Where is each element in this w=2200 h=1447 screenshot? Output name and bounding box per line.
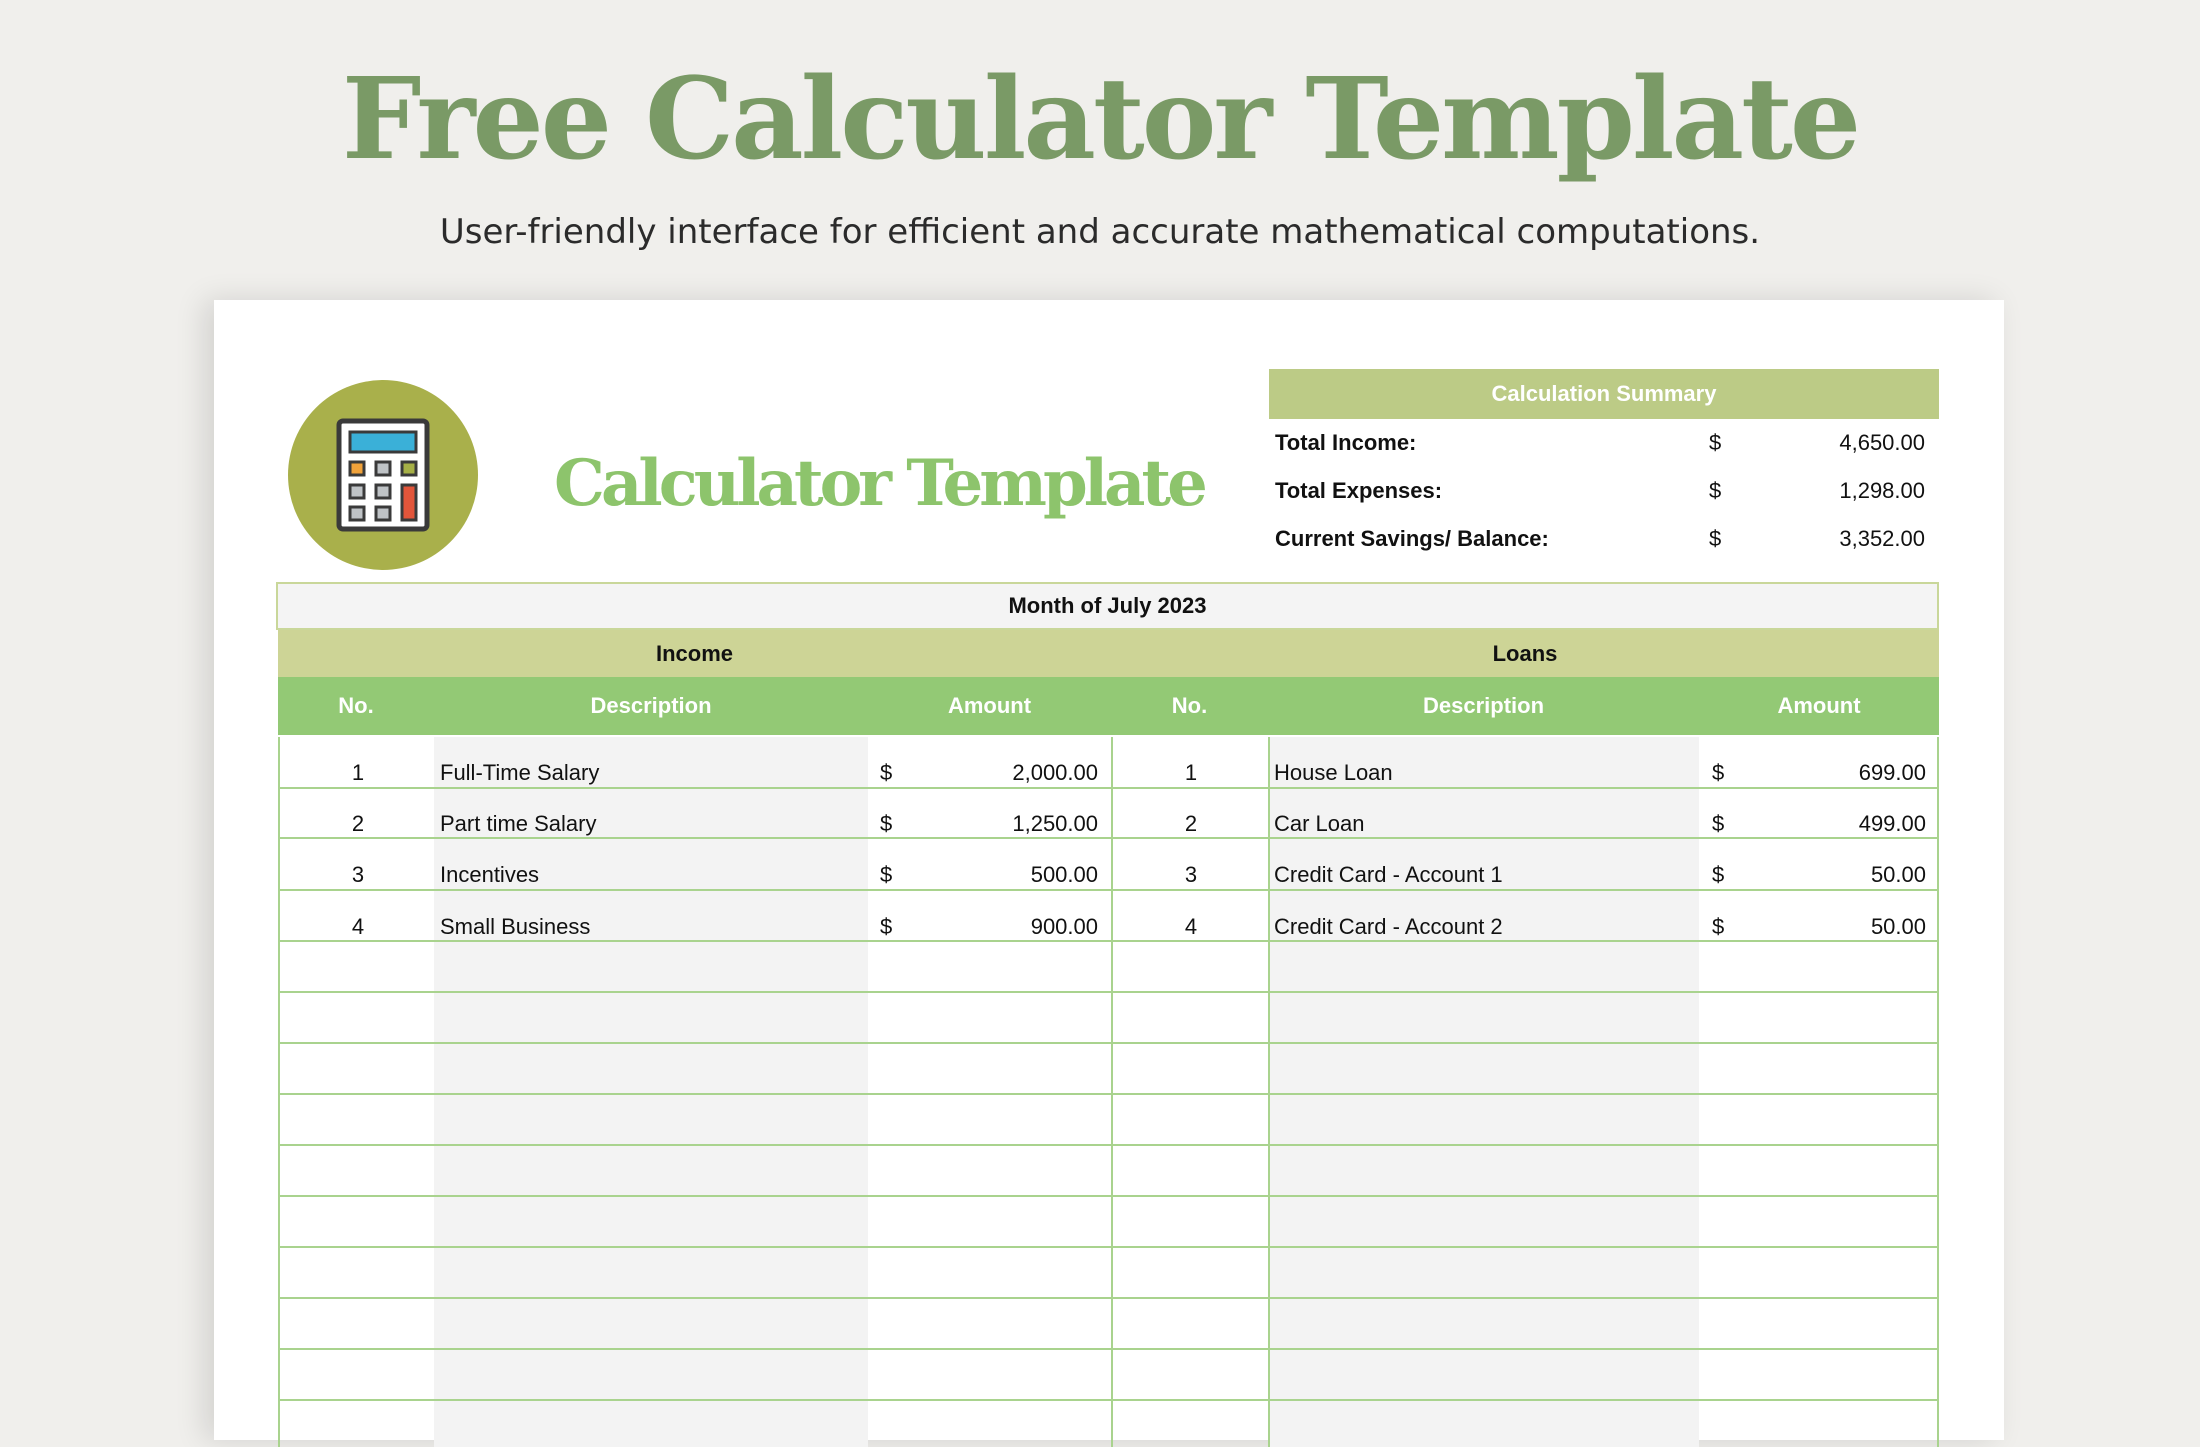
income-amount[interactable]: 1,250.00 [1012, 811, 1098, 836]
summary-row-total-income [1269, 419, 1939, 467]
summary-label: Total Income: [1275, 430, 1417, 455]
row-line [280, 1399, 1937, 1401]
currency-symbol: $ [880, 862, 893, 887]
currency-symbol: $ [1709, 478, 1722, 503]
summary-value[interactable]: 1,298.00 [1839, 478, 1925, 503]
income-no[interactable]: 4 [351, 914, 365, 939]
summary-value[interactable]: 4,650.00 [1839, 430, 1925, 455]
income-amount[interactable]: 2,000.00 [1012, 760, 1098, 785]
grid-divider [1268, 737, 1270, 1447]
income-amount[interactable]: 500.00 [1030, 862, 1098, 887]
col-head-income-no: No. [338, 693, 374, 718]
income-no[interactable]: 2 [351, 811, 365, 836]
loan-no[interactable]: 3 [1184, 862, 1198, 887]
income-description[interactable]: Part time Salary [440, 811, 597, 836]
currency-symbol: $ [1709, 526, 1722, 551]
calculation-summary [1269, 369, 1939, 563]
data-grid [278, 737, 1939, 1447]
summary-row-total-expenses [1269, 467, 1939, 515]
summary-value[interactable]: 3,352.00 [1839, 526, 1925, 551]
col-head-loans-amount: Amount [1777, 693, 1861, 718]
row-line [280, 1297, 1937, 1299]
loan-amount[interactable]: 499.00 [1858, 811, 1926, 836]
currency-symbol: $ [1712, 914, 1725, 939]
loan-amount[interactable]: 50.00 [1870, 862, 1926, 887]
loan-no[interactable]: 2 [1184, 811, 1198, 836]
template-sheet [214, 300, 2004, 1440]
currency-symbol: $ [880, 811, 893, 836]
loan-amount[interactable]: 699.00 [1858, 760, 1926, 785]
month-header[interactable]: Month of July 2023 [276, 582, 1939, 630]
column-header-row [278, 677, 1939, 735]
loans-section-title: Loans [1492, 641, 1558, 666]
loan-description[interactable]: House Loan [1274, 760, 1393, 785]
income-description[interactable]: Incentives [440, 862, 540, 887]
col-head-income-amount: Amount [947, 693, 1032, 718]
col-head-income-description: Description [590, 693, 712, 718]
loan-no[interactable]: 1 [1184, 760, 1198, 785]
loan-description[interactable]: Car Loan [1274, 811, 1365, 836]
income-no[interactable]: 3 [351, 862, 365, 887]
currency-symbol: $ [1712, 862, 1725, 887]
col-head-loans-description: Description [1422, 693, 1545, 718]
row-line [280, 1144, 1937, 1146]
page-subtitle: User-friendly interface for efficient and accurate mathematical computations. [439, 212, 1761, 252]
row-line [280, 1093, 1937, 1095]
income-section-title: Income [655, 641, 734, 666]
currency-symbol: $ [880, 760, 893, 785]
col-head-loans-no: No. [1171, 693, 1208, 718]
loan-no[interactable]: 4 [1184, 914, 1198, 939]
currency-symbol: $ [1712, 760, 1725, 785]
row-line [280, 991, 1937, 993]
section-header-bar [278, 630, 1939, 677]
row-line [280, 1042, 1937, 1044]
income-no[interactable]: 1 [351, 760, 365, 785]
income-description[interactable]: Small Business [440, 914, 591, 939]
summary-row-balance [1269, 515, 1939, 563]
currency-symbol: $ [1709, 430, 1722, 455]
logo-badge [288, 380, 478, 570]
sheet-title: Calculator Template [554, 446, 1204, 521]
loan-amount[interactable]: 50.00 [1870, 914, 1926, 939]
income-description[interactable]: Full-Time Salary [440, 760, 600, 785]
income-amount[interactable]: 900.00 [1030, 914, 1098, 939]
page-title: Free Calculator Template [341, 54, 1859, 185]
summary-label: Total Expenses: [1275, 478, 1443, 503]
summary-heading: Calculation Summary [1269, 369, 1939, 419]
loan-description[interactable]: Credit Card - Account 2 [1274, 914, 1503, 939]
grid-divider [1111, 737, 1113, 1447]
calculator-icon [336, 418, 430, 532]
row-line [280, 1246, 1937, 1248]
row-line [280, 1348, 1937, 1350]
description-column-shade [434, 737, 868, 1447]
row-line [280, 837, 1937, 839]
currency-symbol: $ [880, 914, 893, 939]
loan-description[interactable]: Credit Card - Account 1 [1274, 862, 1503, 887]
summary-label: Current Savings/ Balance: [1275, 526, 1549, 551]
row-line [280, 889, 1937, 891]
description-column-shade [1268, 737, 1699, 1447]
row-line [280, 1195, 1937, 1197]
row-line [280, 787, 1937, 789]
currency-symbol: $ [1712, 811, 1725, 836]
row-line [280, 940, 1937, 942]
